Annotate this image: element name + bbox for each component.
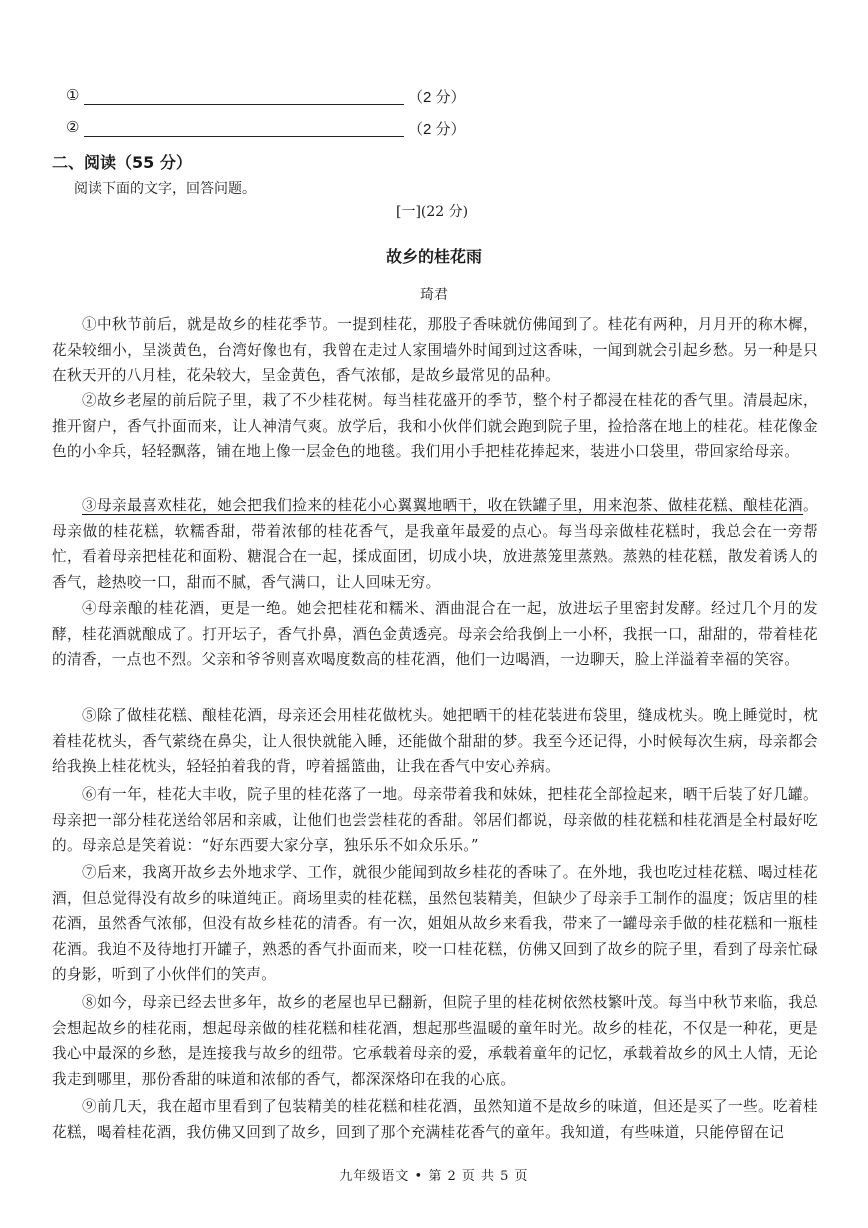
answer-number: ①: [66, 86, 80, 104]
paragraph-9: ⑨前几天，我在超市里看到了包装精美的桂花糕和桂花酒，虽然知道不是故乡的味道，但还是买了一些。吃着桂花糕，喝着桂花酒，我仿佛又回到了故乡，回到了那个充满桂花香气的童年。我知道，有些味道，只能停留在记: [52, 1098, 818, 1141]
paragraph-2: ②故乡老屋的前后院子里，栽了不少桂花树。每当桂花盛开的季节，整个村子都浸在桂花的香气里。清晨起床，推开窗户，香气扑面而来，让人神清气爽。放学后，我和小伙伴们就会跑到院子里，捡拾落在地上的桂花。桂花像金色的小伞兵，轻轻飘落，铺在地上像一层金色的地毯。我们用小手把桂花捧起来，装进小口袋里，带回家给母亲。: [52, 392, 818, 460]
answer-score: （2 分）: [408, 121, 466, 138]
instruction-text: 阅读下面的文字，回答问题。: [74, 181, 256, 197]
paragraph-7: ⑦后来，我离开故乡去外地求学、工作，就很少能闻到故乡桂花的香味了。在外地，我也吃过桂花糕、喝过桂花酒，但总觉得没有故乡的味道纯正。商场里卖的桂花糕，虽然包装精美，但缺少了母亲手工制作的温度；饭店里的桂花酒，虽然香气浓郁，但没有故乡桂花的清香。有一次，姐姐从故乡来看我，带来了一罐母亲手做的桂花糕和一瓶桂花酒。我迫不及待地打开罐子，熟悉的香气扑面而来，咬一口桂花糕，仿佛又回到了故乡的院子里，看到了母亲忙碌的身影，听到了小伙伴们的笑声。: [52, 864, 818, 983]
paragraph-3-rest: 。母亲做的桂花糕，软糯香甜，带着浓郁的桂花香气，是我童年最爱的点心。每当母亲做桂花糕时，我总会在一旁帮忙，看着母亲把桂花和面粉、糖混合在一起，揉成面团，切成小块，放进蒸笼里蒸熟。蒸熟的桂花糕，散发着诱人的香气，趁热咬一口，甜而不腻，香气满口，让人回味无穷。: [52, 497, 818, 591]
part-label: [一](22 分): [396, 204, 469, 220]
answer-number: ②: [66, 118, 80, 136]
section-title: 二、阅读（55 分）: [52, 153, 192, 172]
answer-blank[interactable]: [84, 116, 404, 137]
article-author: 琦君: [420, 287, 448, 303]
paragraph-6: ⑥有一年，桂花大丰收，院子里的桂花落了一地。母亲带着我和妹妹，把桂花全部捡起来，晒干后装了好几罐。母亲把一部分桂花送给邻居和亲戚，让他们也尝尝桂花的香甜。邻居们都说，母亲做的桂花糕和桂花酒是全村最好吃的。母亲总是笑着说：“好东西要大家分享，独乐乐不如众乐乐。”: [52, 786, 818, 854]
paragraph-1: ①中秋节前后，就是故乡的桂花季节。一提到桂花，那股子香味就仿佛闻到了。桂花有两种，月月开的称木樨，花朵较细小，呈淡黄色，台湾好像也有，我曾在走过人家围墙外时闻到过这香味，一闻到就会引起乡愁。另一种是只在秋天开的八月桂，花朵较大，呈金黄色，香气浓郁，是故乡最常见的品种。: [52, 316, 818, 384]
paragraph-5: ⑤除了做桂花糕、酿桂花酒，母亲还会用桂花做枕头。她把晒干的桂花装进布袋里，缝成枕头。晚上睡觉时，枕着桂花枕头，香气萦绕在鼻尖，让人很快就能入睡，还能做个甜甜的梦。我至今还记得，小时候每次生病，母亲都会给我换上桂花枕头，轻轻拍着我的背，哼着摇篮曲，让我在香气中安心养病。: [52, 707, 818, 775]
paragraph-8: ⑧如今，母亲已经去世多年，故乡的老屋也早已翻新，但院子里的桂花树依然枝繁叶茂。每当中秋节来临，我总会想起故乡的桂花雨，想起母亲做的桂花糕和桂花酒，想起那些温暖的童年时光。故乡的桂花，不仅是一种花，更是我心中最深的乡愁，是连接我与故乡的纽带。它承载着母亲的爱，承载着童年的记忆，承载着故乡的风土人情，无论我走到哪里，那份香甜的味道和浓郁的香气，都深深烙印在我的心底。: [52, 994, 818, 1088]
underlined-sentence: ③母亲最喜欢桂花，她会把我们捡来的桂花小心翼翼地晒干，收在铁罐子里，用来泡茶、做桂花糕、酿桂花酒: [82, 497, 804, 514]
page-footer: 九年级语文 • 第 2 页 共 5 页: [339, 1169, 529, 1184]
paragraph-3: [52, 493, 818, 595]
article-title: 故乡的桂花雨: [385, 247, 482, 266]
answer-score: （2 分）: [408, 89, 466, 106]
paragraph-4: ④母亲酿的桂花酒，更是一绝。她会把桂花和糯米、酒曲混合在一起，放进坛子里密封发酵。经过几个月的发酵，桂花酒就酿成了。打开坛子，香气扑鼻，酒色金黄透亮。母亲会给我倒上一小杯，我抿一口，甜甜的，带着桂花的清香，一点也不烈。父亲和爷爷则喜欢喝度数高的桂花酒，他们一边喝酒，一边聊天，脸上洋溢着幸福的笑容。: [52, 600, 818, 668]
answer-blank[interactable]: [84, 84, 404, 105]
